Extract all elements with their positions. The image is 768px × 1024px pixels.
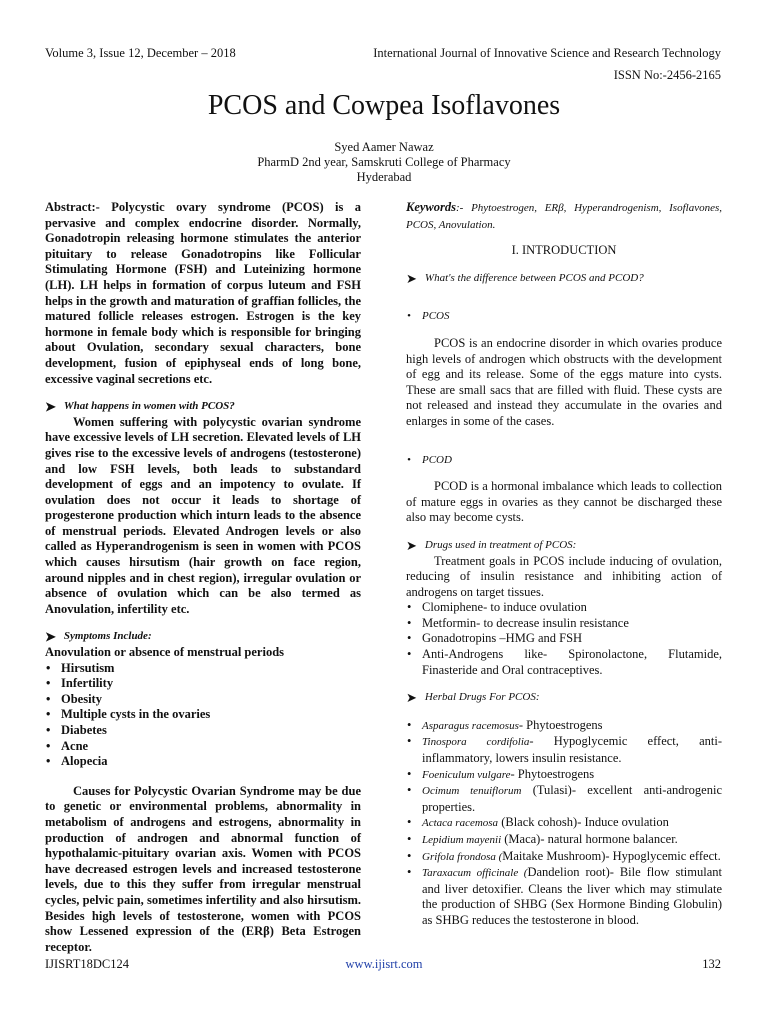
- drug-item: • Clomiphene- to induce ovulation: [406, 600, 722, 616]
- journal-website-link[interactable]: www.ijisrt.com: [345, 957, 423, 971]
- symptom-item: • Obesity: [45, 692, 361, 708]
- drug-item: • Anti-Androgens like- Spironolactone, Flutamide, Finasteride and Oral contraceptives.: [406, 647, 722, 678]
- arrow-bullet-icon: ➤: [45, 629, 56, 645]
- herbal-desc: (Maca)- natural hormone balancer.: [501, 832, 678, 846]
- what-happens-heading: [45, 399, 361, 415]
- herbal-desc: - Phytoestrogens: [510, 766, 595, 781]
- herbal-desc: - Hypoglycemic effect, anti-inflammatory, lowers insulin resistance.: [422, 734, 722, 766]
- symptom-item: • Acne: [45, 739, 361, 755]
- herbal-list: [406, 718, 722, 929]
- difference-heading-text: What's the difference between PCOS and PCOD?: [424, 271, 644, 284]
- herbal-name: Grifola frondosa (: [422, 850, 503, 863]
- symptoms-list: [45, 661, 361, 770]
- symptoms-intro: Anovulation or absence of menstrual periods: [45, 645, 285, 660]
- drug-item: • Metformin- to decrease insulin resistance: [406, 616, 722, 632]
- herbal-desc: (Tulasi)- excellent anti-androgenic properties.: [422, 783, 722, 814]
- herbal-desc: Dandelion root)- Bile flow stimulant and liver detoxifier. Cleans the liver which may stimulate the production of SHBG (Sex Hormone Binding Globulin) as SHBG reduces the testosterone in blood.: [422, 865, 722, 927]
- arrow-bullet-icon: ➤: [45, 399, 56, 415]
- drug-item: • Gonadotropins –HMG and FSH: [406, 631, 722, 647]
- issn: ISSN No:-2456-2165: [613, 68, 721, 82]
- pcod-label: • PCOD: [406, 453, 722, 469]
- pcos-label: • PCOS: [406, 309, 722, 325]
- herbal-item: [406, 815, 722, 832]
- pcos-text: PCOS is an endocrine disorder in which ovaries produce high levels of androgen which obstructs with the development of egg and its release. Some of the eggs mature into cysts. These are small sacs that are filled with fluid. These cysts are not released and instead they accumulate in the ovaries and enlarges in some of the cases.: [406, 335, 722, 428]
- journal-volume: Volume 3, Issue 12, December – 2018: [45, 46, 236, 60]
- keywords-text: :- Phytoestrogen, ERβ, Hyperandrogenism, Isoflavones, PCOS, Anovulation.: [406, 202, 722, 231]
- symptom-item: • Hirsutism: [45, 661, 361, 677]
- herbal-name: Lepidium mayenii: [422, 834, 502, 846]
- herbal-name: Ocimum tenuiflorum: [422, 785, 522, 798]
- arrow-bullet-icon: ➤: [406, 690, 417, 706]
- symptom-item: • Diabetes: [45, 723, 361, 739]
- symptom-item: • Alopecia: [45, 754, 361, 770]
- keywords: [406, 200, 722, 233]
- author-name: Syed Aamer Nawaz: [334, 140, 434, 154]
- what-happens-heading-text: What happens in women with PCOS?: [63, 400, 235, 413]
- introduction-heading: I. INTRODUCTION: [511, 243, 617, 258]
- arrow-bullet-icon: ➤: [406, 270, 417, 286]
- herbal-desc: Maitake Mushroom)- Hypoglycemic effect.: [502, 848, 721, 863]
- author-block: [0, 140, 768, 185]
- drugs-list: [406, 600, 722, 678]
- paper-code: IJISRT18DC124: [45, 957, 129, 971]
- drugs-heading: [406, 538, 722, 554]
- symptoms-heading-text: Symptoms Include:: [63, 630, 152, 643]
- herbal-heading-text: Herbal Drugs For PCOS:: [424, 691, 540, 704]
- herbal-name: Asparagus racemosus: [422, 719, 519, 732]
- page-number: 132: [702, 957, 721, 971]
- pcod-text: PCOD is a hormonal imbalance which leads to collection of mature eggs in ovaries as they cannot be discharged these also may become cysts.: [406, 479, 722, 525]
- herbal-item: [406, 832, 722, 849]
- herbal-heading: [406, 690, 722, 706]
- herbal-name: Actaca racemosa: [422, 817, 499, 830]
- herbal-name: Tinospora cordifolia: [422, 736, 530, 749]
- herbal-item: [406, 718, 722, 735]
- author-city: Hyderabad: [356, 170, 412, 184]
- herbal-item: [406, 849, 722, 866]
- keywords-label: Keywords: [406, 200, 456, 214]
- symptom-item: • Multiple cysts in the ovaries: [45, 707, 361, 723]
- herbal-desc: - Phytoestrogens: [518, 717, 603, 732]
- right-column: [406, 200, 722, 929]
- herbal-item: [406, 734, 722, 766]
- herbal-item: [406, 865, 722, 928]
- paper-title: PCOS and Cowpea Isoflavones: [207, 90, 561, 121]
- difference-heading: [406, 271, 722, 287]
- herbal-item: [406, 783, 722, 815]
- symptom-item: • Infertility: [45, 676, 361, 692]
- herbal-item: [406, 767, 722, 784]
- drugs-heading-text: Drugs used in treatment of PCOS:: [424, 538, 577, 551]
- what-happens-text: Women suffering with polycystic ovarian syndrome have excessive levels of LH secretion. Elevated levels of LH gives rise to the excessive levels of androgens (testosterone) and low FSH levels, both leads to substandard development of eggs and an impotency to ovulate. If ovulation does not occur it leads to shortage of progesterone production which inturn leads to the absence of menstrual periods. Elevated Androgen levels or also called as Hyperandrogenism is seen in women with PCOS which causes hirsutism (hair growth on face region, around nipples and in chest region), irregular ovulation or absence of ovulation which can be also termed as Anovulation, infertility etc.: [45, 414, 361, 616]
- abstract: Abstract:- Polycystic ovary syndrome (PCOS) is a pervasive and complex endocrine disorder. Normally, Gonadotropin releasing hormone stimulates the anterior pituitary to release Gonadotropins like Follicular Stimulating Hormone (FSH) and Luteinizing hormone (LH). LH helps in formation of corpus luteum and FSH helps in the growth and maturation of graffian follicles, the matured follicle releases estrogen. Estrogen is the key hormone in female body which is responsible for bringing about Ovulation, secondary sexual characters, bone development, fusion of epiphyseal ends of long bone, excessive vaginal secretions etc.: [45, 200, 361, 386]
- causes-text: Causes for Polycystic Ovarian Syndrome may be due to genetic or environmental problems, abnormality in metabolism of androgens and estrogens, abnormality in production of androgen and abnormal function of hypothalamic-pituitary ovarian axis. Women with PCOS have decreased estrogen levels and increased testosterone levels, due to this they suffer from irregular menstrual cycles, pelvic pain, sometimes infertility and also hirsutism. Besides high levels of testosterone, women with PCOS show Lessened expression of the (ERβ) Beta Estrogen receptor.: [45, 783, 361, 954]
- arrow-bullet-icon: ➤: [406, 537, 417, 553]
- author-affiliation: PharmD 2nd year, Samskruti College of Pharmacy: [257, 155, 511, 169]
- symptoms-heading: [45, 629, 361, 645]
- drugs-text: Treatment goals in PCOS include inducing of ovulation, reducing of insulin resistance and inhibiting action of androgens on target tissues.: [406, 553, 722, 599]
- journal-name: International Journal of Innovative Science and Research Technology: [373, 46, 721, 60]
- herbal-name: Foeniculum vulgare: [422, 768, 511, 781]
- left-column: [45, 200, 361, 955]
- herbal-desc: (Black cohosh)- Induce ovulation: [498, 815, 669, 830]
- herbal-name: Taraxacum officinale (: [422, 867, 528, 880]
